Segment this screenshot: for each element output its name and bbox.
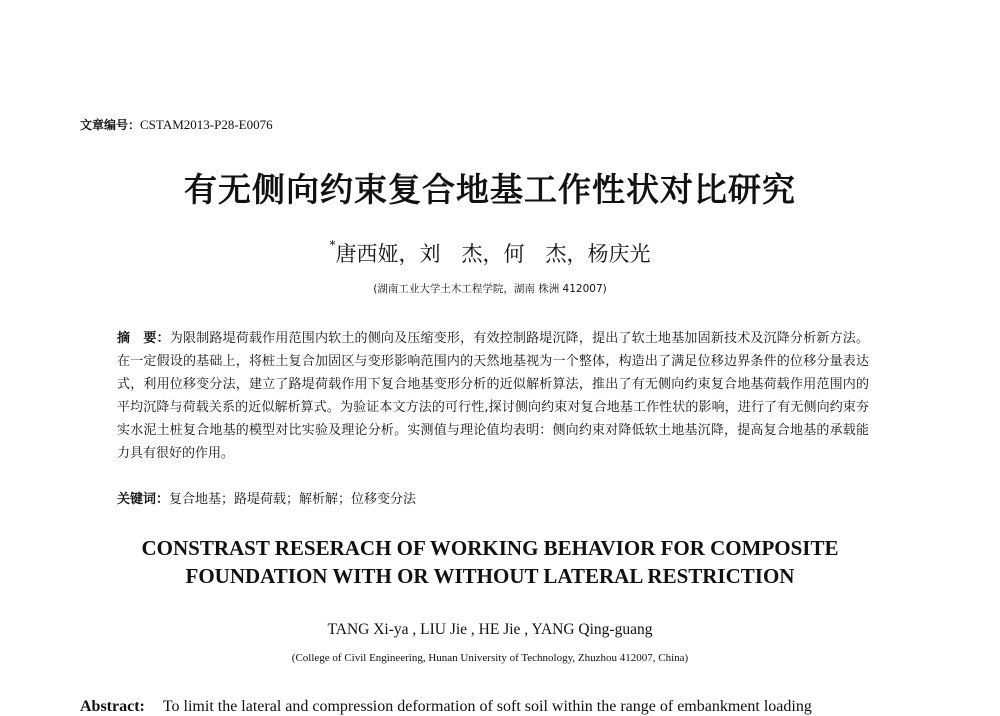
chinese-keywords-text: 复合地基；路堤荷载；解析解；位移变分法: [169, 492, 417, 507]
english-abstract: [80, 698, 900, 716]
chinese-affiliation: (湖南工业大学土木工程学院，湖南 株洲 412007): [373, 283, 607, 295]
chinese-keywords: [117, 488, 416, 507]
article-number: [80, 116, 273, 133]
english-title: [0, 534, 980, 590]
corresponding-author-mark: *: [329, 238, 336, 252]
english-title-line-2: FOUNDATION WITH OR WITHOUT LATERAL RESTRICTION: [185, 564, 795, 588]
english-title-line-1: CONSTRAST RESERACH OF WORKING BEHAVIOR FOR COMPOSITE: [141, 536, 839, 560]
english-authors: TANG Xi-ya , LIU Jie , HE Jie , YANG Qing-guang: [327, 621, 653, 638]
chinese-author-names: 唐西娅，刘 杰，何 杰，杨庆光: [335, 242, 651, 266]
english-affiliation: (College of Civil Engineering, Hunan University of Technology, Zhuzhou 412007, China): [291, 652, 689, 664]
english-abstract-text: To limit the lateral and compression deformation of soft soil within the range of embankment loading: [162, 698, 812, 715]
chinese-abstract-text: 为限制路堤荷载作用范围内软土的侧向及压缩变形，有效控制路堤沉降，提出了软土地基加固新技术及沉降分析新方法。在一定假设的基础上，将桩土复合加固区与变形影响范围内的天然地基视为一个整体，构造出了满足位移边界条件的位移分量表达式，利用位移变分法，建立了路堤荷载作用下复合地基变形分析的近似解析算法，推出了有无侧向约束复合地基荷载作用范围内的平均沉降与荷载关系的近似解析算式。为验证本文方法的可行性,探讨侧向约束对复合地基工作性状的影响，进行了有无侧向约束夯实水泥土桩复合地基的模型对比实验及理论分析。实测值与理论值均表明：侧向约束对降低软土地基沉降，提高复合地基的承载能力具有很好的作用。: [117, 331, 869, 461]
chinese-authors: [0, 238, 980, 268]
chinese-title: 有无侧向约束复合地基工作性状对比研究: [184, 170, 796, 209]
chinese-abstract: [117, 327, 869, 465]
article-number-value: CSTAM2013-P28-E0076: [140, 117, 273, 132]
chinese-keywords-label: 关键词：: [117, 492, 170, 507]
article-number-label: 文章编号：: [80, 118, 141, 132]
chinese-abstract-label: 摘 要：: [117, 331, 170, 346]
english-abstract-label: Abstract:: [80, 698, 145, 715]
